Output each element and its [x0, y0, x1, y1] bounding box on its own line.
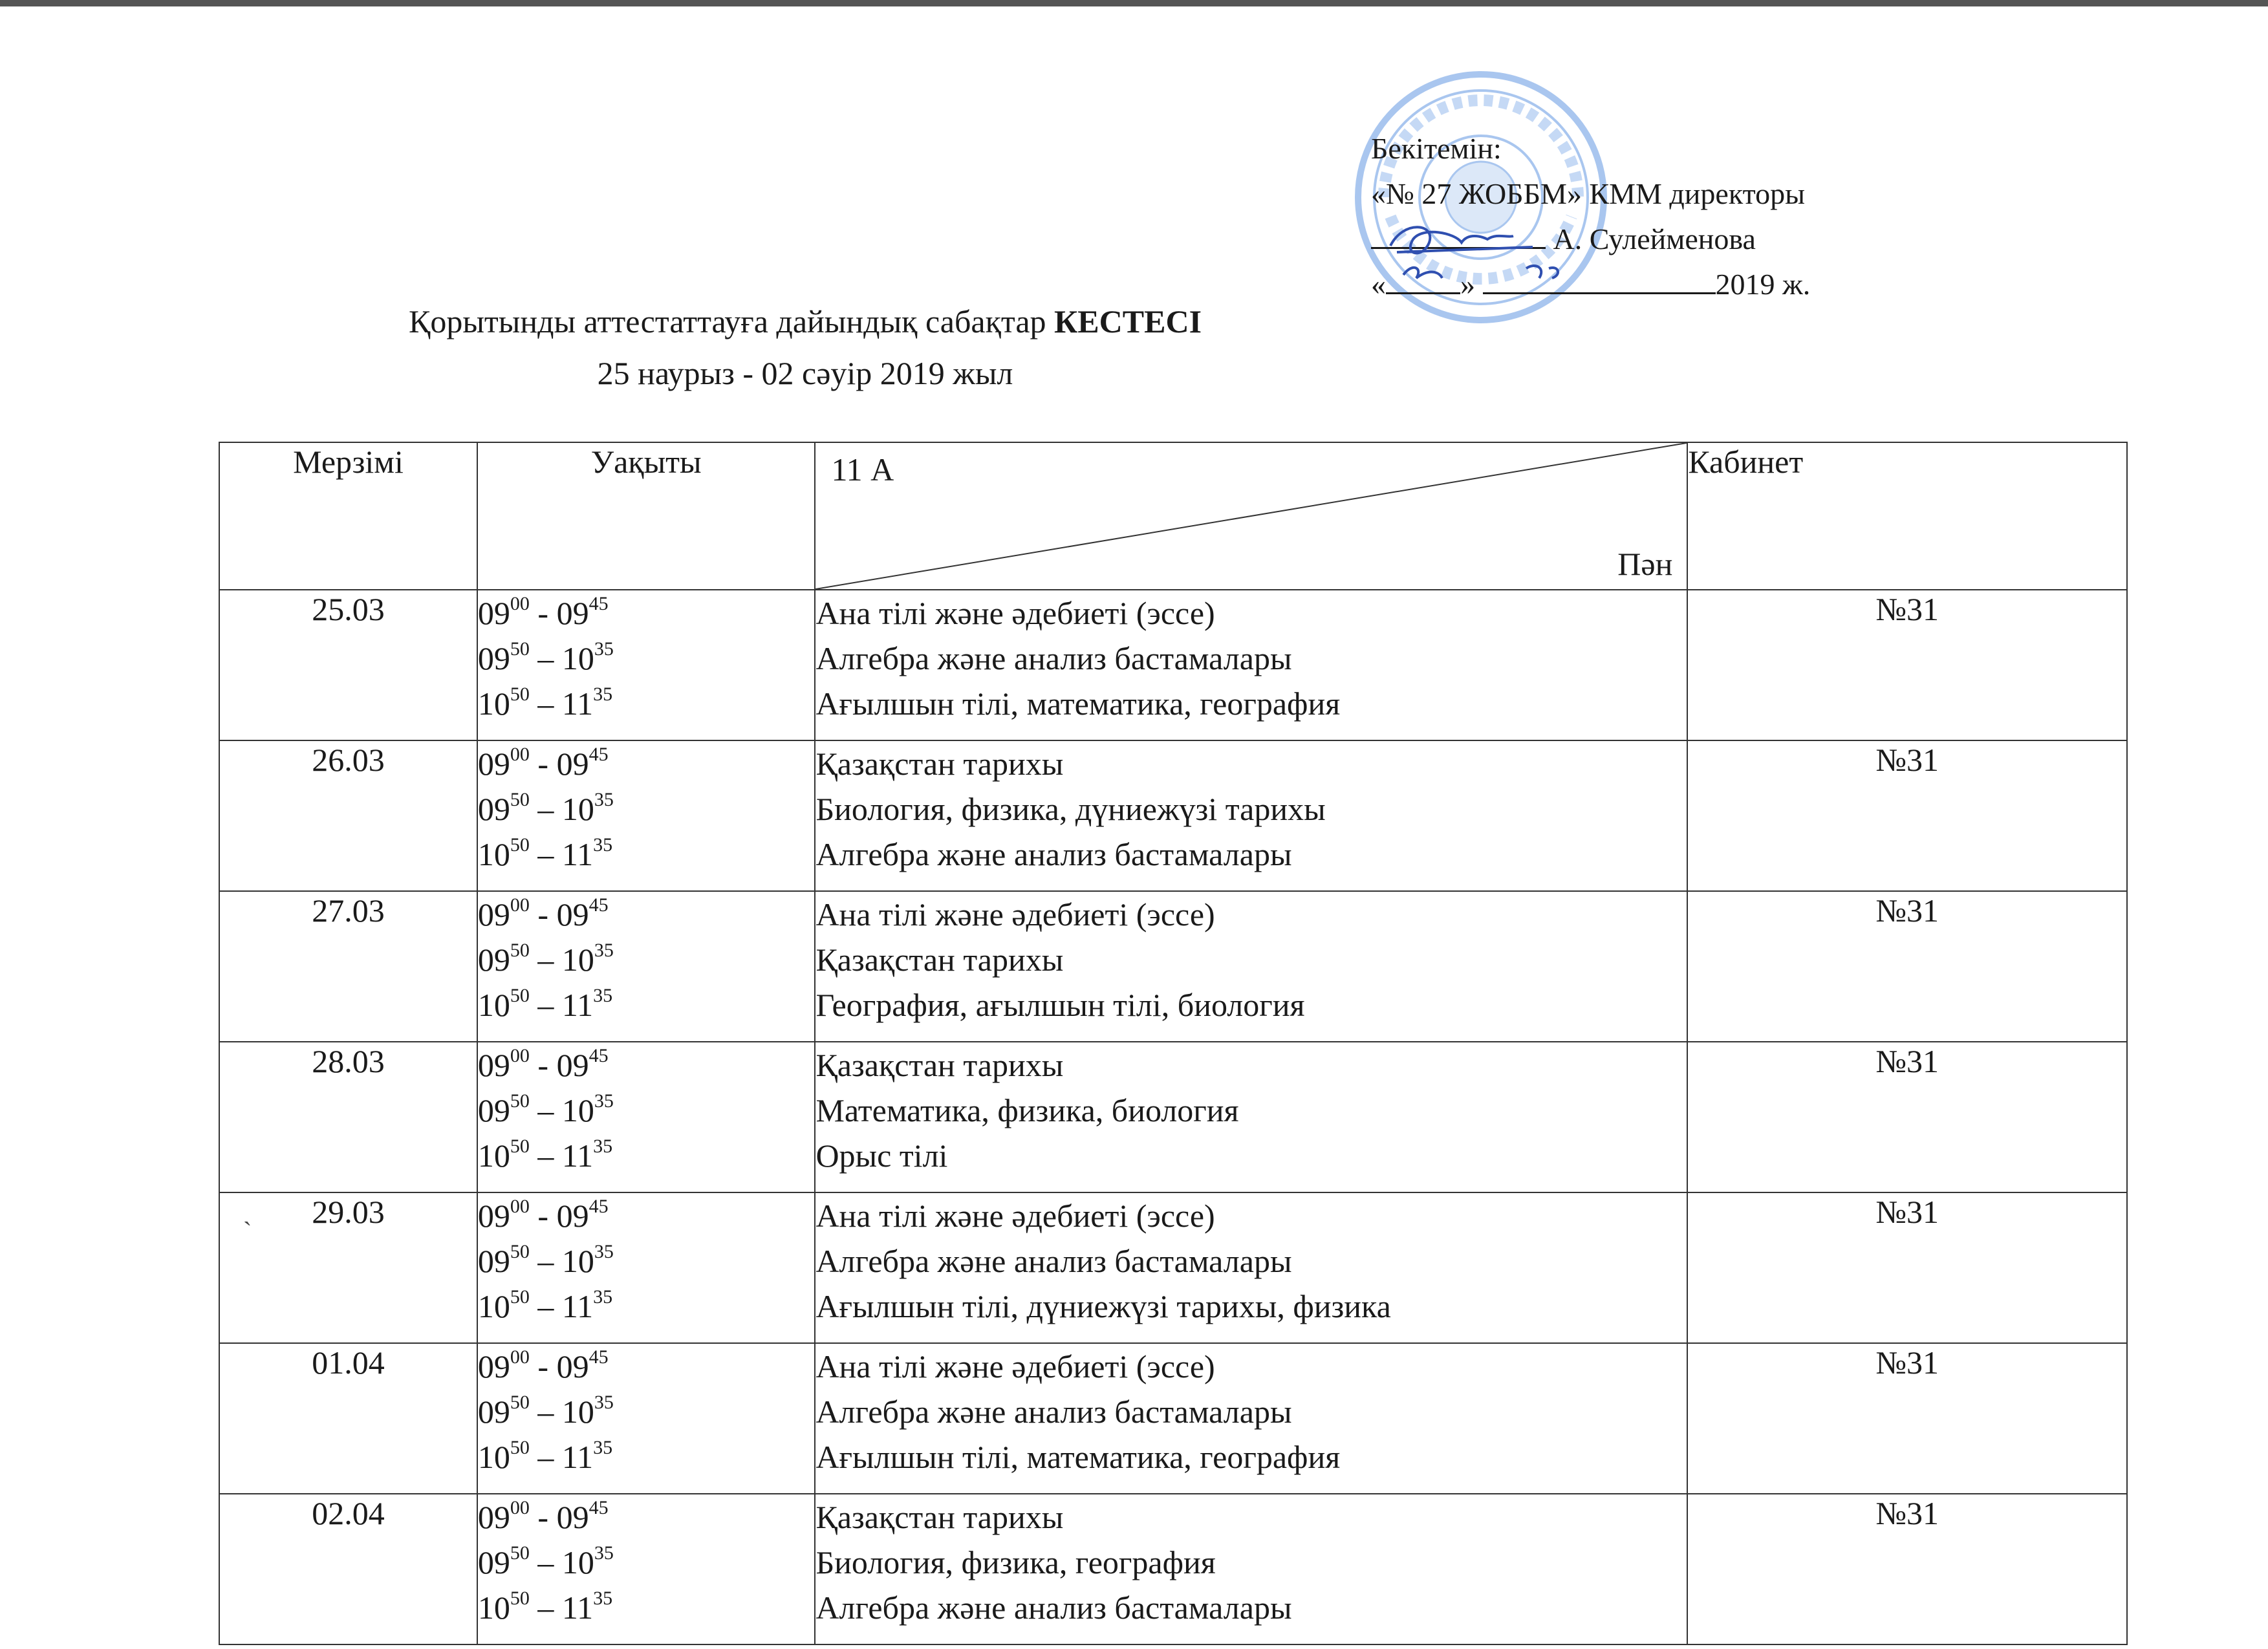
- approval-year: 2019 ж.: [1715, 268, 1811, 301]
- time-minutes: 35: [594, 638, 614, 660]
- subject-item: Алгебра және анализ бастамалары: [815, 1394, 1292, 1430]
- time-minutes: 50: [510, 834, 530, 856]
- time-slot: [478, 590, 815, 636]
- cell-room: №31: [1687, 590, 2127, 740]
- cell-times: [477, 740, 815, 891]
- cell-date: 29.03: [219, 1192, 477, 1343]
- time-minutes: 45: [589, 744, 609, 765]
- time-slot: [478, 1585, 815, 1630]
- time-slot: [478, 1494, 815, 1540]
- cell-times: [477, 1343, 815, 1494]
- time-part: –: [529, 685, 562, 722]
- time-minutes: 35: [593, 1588, 613, 1609]
- table-row: [219, 740, 2127, 891]
- subject-item: Ағылшын тілі, математика, география: [815, 685, 1341, 722]
- subject-item: Қазақстан тарихы: [815, 1499, 1064, 1535]
- time-part: 09: [556, 1047, 589, 1083]
- time-minutes: 35: [594, 789, 614, 810]
- table-row: [219, 1494, 2127, 1644]
- time-part: 09: [556, 595, 589, 631]
- time-part: 09: [477, 942, 510, 978]
- time-minutes: 35: [594, 1241, 614, 1262]
- document-period: 25 наурыз - 02 сәуір 2019 жыл: [597, 355, 1013, 391]
- time-part: 10: [561, 1394, 594, 1430]
- header-time: Уақыты: [477, 442, 815, 590]
- time-part: 09: [556, 896, 589, 932]
- time-part: -: [529, 896, 557, 932]
- cell-date: 01.04: [219, 1343, 477, 1494]
- time-part: 09: [477, 791, 510, 827]
- time-part: –: [529, 1092, 562, 1128]
- time-part: 09: [477, 595, 510, 631]
- time-part: –: [529, 1394, 562, 1430]
- table-row: [219, 1042, 2127, 1192]
- subject-item: Ана тілі және әдебиеті (эссе): [815, 1198, 1215, 1234]
- cell-date: 02.04: [219, 1494, 477, 1644]
- time-minutes: 00: [510, 1045, 530, 1066]
- approval-signer: А. Сулейменова: [1553, 222, 1756, 255]
- time-minutes: 35: [594, 1392, 614, 1413]
- header-subject: Пән: [1617, 546, 1673, 582]
- schedule-table: [219, 442, 2128, 1645]
- time-part: 10: [561, 640, 594, 676]
- time-minutes: 00: [510, 744, 530, 765]
- time-part: 11: [561, 1137, 594, 1174]
- time-part: 09: [477, 1348, 510, 1385]
- time-part: 09: [477, 1499, 510, 1535]
- time-part: –: [529, 1544, 562, 1580]
- cell-room: №31: [1687, 891, 2127, 1042]
- time-part: 09: [477, 640, 510, 676]
- time-part: 09: [477, 1092, 510, 1128]
- time-slot: [478, 1088, 815, 1133]
- time-part: -: [529, 1198, 557, 1234]
- subject-item: Алгебра және анализ бастамалары: [815, 1243, 1292, 1279]
- time-part: –: [529, 640, 562, 676]
- cell-subjects: [815, 891, 1687, 1042]
- time-minutes: 35: [594, 1090, 614, 1112]
- time-part: 09: [477, 1544, 510, 1580]
- time-slot: [478, 892, 815, 937]
- time-part: 09: [477, 1394, 510, 1430]
- header-date: Мерзімі: [219, 442, 477, 590]
- time-minutes: 50: [510, 684, 530, 705]
- time-minutes: 45: [589, 1196, 609, 1217]
- time-minutes: 45: [589, 1497, 609, 1518]
- subject-item: Алгебра және анализ бастамалары: [815, 1590, 1292, 1626]
- table-header-row: [219, 442, 2127, 590]
- time-part: –: [529, 1590, 562, 1626]
- time-part: 09: [556, 746, 589, 782]
- cell-subjects: [815, 590, 1687, 740]
- subject-item: Алгебра және анализ бастамалары: [815, 640, 1292, 676]
- time-minutes: 50: [510, 1542, 530, 1564]
- time-minutes: 50: [510, 1588, 530, 1609]
- time-minutes: 45: [589, 1346, 609, 1368]
- cell-room: №31: [1687, 1494, 2127, 1644]
- cell-times: [477, 1192, 815, 1343]
- time-part: 10: [561, 1243, 594, 1279]
- time-minutes: 50: [510, 940, 530, 961]
- time-slot: [478, 1540, 815, 1585]
- time-part: 10: [561, 1092, 594, 1128]
- time-part: 09: [477, 896, 510, 932]
- time-minutes: 00: [510, 1196, 530, 1217]
- cell-date: 28.03: [219, 1042, 477, 1192]
- time-part: 09: [556, 1499, 589, 1535]
- cell-date: 25.03: [219, 590, 477, 740]
- cell-room: №31: [1687, 1042, 2127, 1192]
- subject-item: Ана тілі және әдебиеті (эссе): [815, 595, 1215, 631]
- time-part: -: [529, 1047, 557, 1083]
- time-slot: [478, 832, 815, 877]
- approval-position: «№ 27 ЖОББМ» КММ директоры: [1371, 177, 1805, 210]
- time-slot: [478, 1344, 815, 1389]
- approval-label: Бекітемін:: [1371, 132, 1502, 165]
- time-part: 11: [561, 836, 594, 872]
- scan-mark: `: [243, 1216, 252, 1245]
- time-part: 10: [477, 836, 510, 872]
- time-minutes: 50: [510, 1437, 530, 1458]
- time-part: 10: [561, 942, 594, 978]
- time-part: 10: [561, 1544, 594, 1580]
- time-part: 10: [477, 685, 510, 722]
- cell-date: 26.03: [219, 740, 477, 891]
- subject-item: Ағылшын тілі, дүниежүзі тарихы, физика: [815, 1288, 1391, 1324]
- time-minutes: 50: [510, 985, 530, 1006]
- time-slot: [478, 1238, 815, 1284]
- time-part: -: [529, 595, 557, 631]
- time-part: 11: [561, 1439, 594, 1475]
- document-title: [0, 303, 1610, 340]
- time-part: 10: [477, 1439, 510, 1475]
- cell-times: [477, 590, 815, 740]
- table-row: [219, 590, 2127, 740]
- table-row: [219, 891, 2127, 1042]
- subject-item: Ана тілі және әдебиеті (эссе): [815, 1348, 1215, 1385]
- subject-item: Ағылшын тілі, математика, география: [815, 1439, 1341, 1475]
- time-part: –: [529, 836, 562, 872]
- time-part: 09: [477, 746, 510, 782]
- time-part: –: [529, 791, 562, 827]
- time-part: 11: [561, 1590, 594, 1626]
- time-minutes: 00: [510, 1346, 530, 1368]
- cell-date: 27.03: [219, 891, 477, 1042]
- time-part: –: [529, 1243, 562, 1279]
- time-part: –: [529, 1288, 562, 1324]
- header-room: Кабинет: [1687, 442, 2127, 590]
- cell-subjects: [815, 1494, 1687, 1644]
- cell-subjects: [815, 1343, 1687, 1494]
- time-minutes: 50: [510, 789, 530, 810]
- subject-item: Орыс тілі: [815, 1137, 948, 1174]
- time-minutes: 45: [589, 894, 609, 916]
- subject-item: Математика, физика, биология: [815, 1092, 1239, 1128]
- time-minutes: 50: [510, 1392, 530, 1413]
- cell-subjects: [815, 740, 1687, 891]
- time-minutes: 50: [510, 638, 530, 660]
- time-minutes: 35: [593, 1437, 613, 1458]
- time-minutes: 00: [510, 593, 530, 614]
- cell-room: №31: [1687, 1192, 2127, 1343]
- time-slot: [478, 937, 815, 982]
- approval-date-line: « » 2019 ж.: [1371, 262, 1810, 307]
- time-part: 10: [477, 1288, 510, 1324]
- time-part: 09: [477, 1198, 510, 1234]
- time-slot: [478, 786, 815, 832]
- time-minutes: 35: [594, 940, 614, 961]
- subject-item: Алгебра және анализ бастамалары: [815, 836, 1292, 872]
- title-text: Қорытынды аттестаттауға дайындық сабақтар: [408, 303, 1055, 339]
- time-part: 10: [477, 1137, 510, 1174]
- time-slot: [478, 982, 815, 1028]
- time-part: -: [529, 1499, 557, 1535]
- time-slot: [478, 636, 815, 681]
- time-minutes: 00: [510, 1497, 530, 1518]
- time-minutes: 35: [593, 985, 613, 1006]
- time-minutes: 35: [593, 834, 613, 856]
- cell-times: [477, 1494, 815, 1644]
- time-minutes: 35: [594, 1542, 614, 1564]
- cell-room: №31: [1687, 740, 2127, 891]
- title-bold: КЕСТЕСІ: [1054, 303, 1202, 339]
- subject-item: География, ағылшын тілі, биология: [815, 987, 1305, 1023]
- time-minutes: 50: [510, 1136, 530, 1157]
- time-slot: [478, 1434, 815, 1480]
- time-minutes: 50: [510, 1090, 530, 1112]
- diagonal-divider: [815, 443, 1687, 589]
- time-minutes: 45: [589, 593, 609, 614]
- subject-item: Қазақстан тарихы: [815, 746, 1064, 782]
- time-slot: [478, 741, 815, 786]
- cell-times: [477, 1042, 815, 1192]
- time-part: 09: [477, 1047, 510, 1083]
- time-minutes: 35: [593, 1136, 613, 1157]
- subject-item: Қазақстан тарихы: [815, 1047, 1064, 1083]
- table-row: [219, 1192, 2127, 1343]
- time-slot: [478, 1042, 815, 1088]
- time-part: -: [529, 1348, 557, 1385]
- time-part: 09: [477, 1243, 510, 1279]
- header-class: 11 А: [831, 451, 894, 488]
- time-part: 10: [477, 1590, 510, 1626]
- subject-item: Биология, физика, география: [815, 1544, 1216, 1580]
- time-part: 10: [561, 791, 594, 827]
- time-part: –: [529, 987, 562, 1023]
- cell-room: №31: [1687, 1343, 2127, 1494]
- time-part: –: [529, 942, 562, 978]
- subject-item: Ана тілі және әдебиеті (эссе): [815, 896, 1215, 932]
- handwritten-signature-icon: [1377, 207, 1571, 291]
- header-class-subject: [815, 442, 1687, 590]
- cell-subjects: [815, 1042, 1687, 1192]
- time-minutes: 00: [510, 894, 530, 916]
- subject-item: Биология, физика, дүниежүзі тарихы: [815, 791, 1326, 827]
- time-slot: [478, 1389, 815, 1434]
- time-part: 11: [561, 1288, 594, 1324]
- time-part: 11: [561, 987, 594, 1023]
- time-part: 09: [556, 1198, 589, 1234]
- table-body: [219, 590, 2127, 1644]
- time-part: –: [529, 1439, 562, 1475]
- subject-item: Қазақстан тарихы: [815, 942, 1064, 978]
- cell-times: [477, 891, 815, 1042]
- time-slot: [478, 1193, 815, 1238]
- time-slot: [478, 1284, 815, 1329]
- cell-subjects: [815, 1192, 1687, 1343]
- scan-edge: [0, 0, 2268, 6]
- time-minutes: 50: [510, 1286, 530, 1308]
- time-minutes: 35: [593, 684, 613, 705]
- time-part: 11: [561, 685, 594, 722]
- time-slot: [478, 1133, 815, 1178]
- table-row: [219, 1343, 2127, 1494]
- time-part: -: [529, 746, 557, 782]
- time-minutes: 35: [593, 1286, 613, 1308]
- time-part: 10: [477, 987, 510, 1023]
- time-minutes: 50: [510, 1241, 530, 1262]
- time-part: –: [529, 1137, 562, 1174]
- time-part: 09: [556, 1348, 589, 1385]
- time-slot: [478, 681, 815, 726]
- time-minutes: 45: [589, 1045, 609, 1066]
